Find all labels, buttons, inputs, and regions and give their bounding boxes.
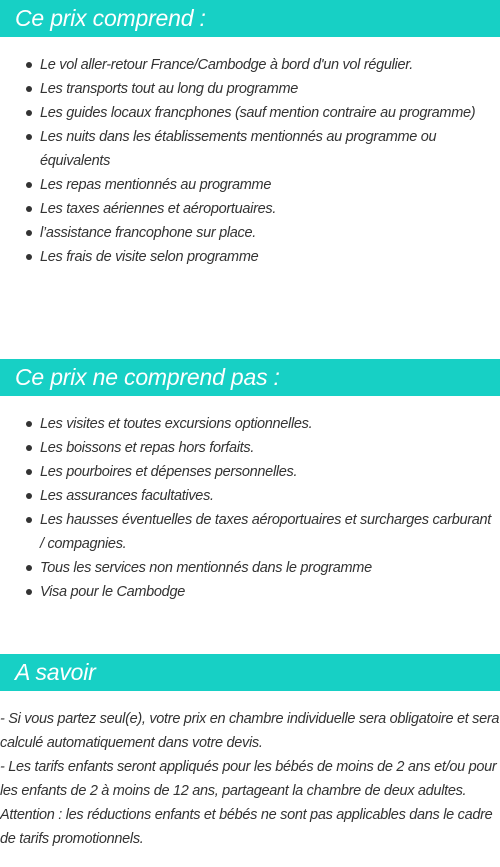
excludes-item: Les hausses éventuelles de taxes aéroportuaires et surcharges carburant / compagnies. [0, 508, 500, 556]
includes-item: Les frais de visite selon programme [0, 245, 500, 269]
includes-item: Les nuits dans les établissements mentionnés au programme ou équivalents [0, 125, 500, 173]
info-heading: A savoir [0, 654, 500, 691]
excludes-item: Visa pour le Cambodge [0, 580, 500, 604]
includes-item: l’assistance francophone sur place. [0, 221, 500, 245]
includes-item: Les guides locaux francphones (sauf mention contraire au programme) [0, 101, 500, 125]
info-paragraph-warning: Attention : les réductions enfants et bébés ne sont pas applicables dans le cadre de tarifs promotionnels. [0, 807, 493, 847]
excludes-item: Tous les services non mentionnés dans le programme [0, 556, 500, 580]
info-text [0, 707, 500, 851]
excludes-item: Les pourboires et dépenses personnelles. [0, 460, 500, 484]
info-paragraph-child-rates: - Les tarifs enfants seront appliqués pour les bébés de moins de 2 ans et/ou pour les enfants de 2 à moins de 12 ans, partageant la chambre de deux adultes. [0, 759, 497, 799]
excludes-heading: Ce prix ne comprend pas : [0, 359, 500, 396]
excludes-list [0, 412, 500, 604]
includes-list [0, 53, 500, 269]
includes-item: Les repas mentionnés au programme [0, 173, 500, 197]
includes-item: Les transports tout au long du programme [0, 77, 500, 101]
includes-item: Le vol aller-retour France/Cambodge à bord d'un vol régulier. [0, 53, 500, 77]
excludes-item: Les assurances facultatives. [0, 484, 500, 508]
includes-heading: Ce prix comprend : [0, 0, 500, 37]
includes-item: Les taxes aériennes et aéroportuaires. [0, 197, 500, 221]
excludes-item: Les boissons et repas hors forfaits. [0, 436, 500, 460]
info-paragraph-single-room: - Si vous partez seul(e), votre prix en chambre individuelle sera obligatoire et sera calculé automatiquement dans votre devis. [0, 711, 500, 751]
excludes-item: Les visites et toutes excursions optionnelles. [0, 412, 500, 436]
